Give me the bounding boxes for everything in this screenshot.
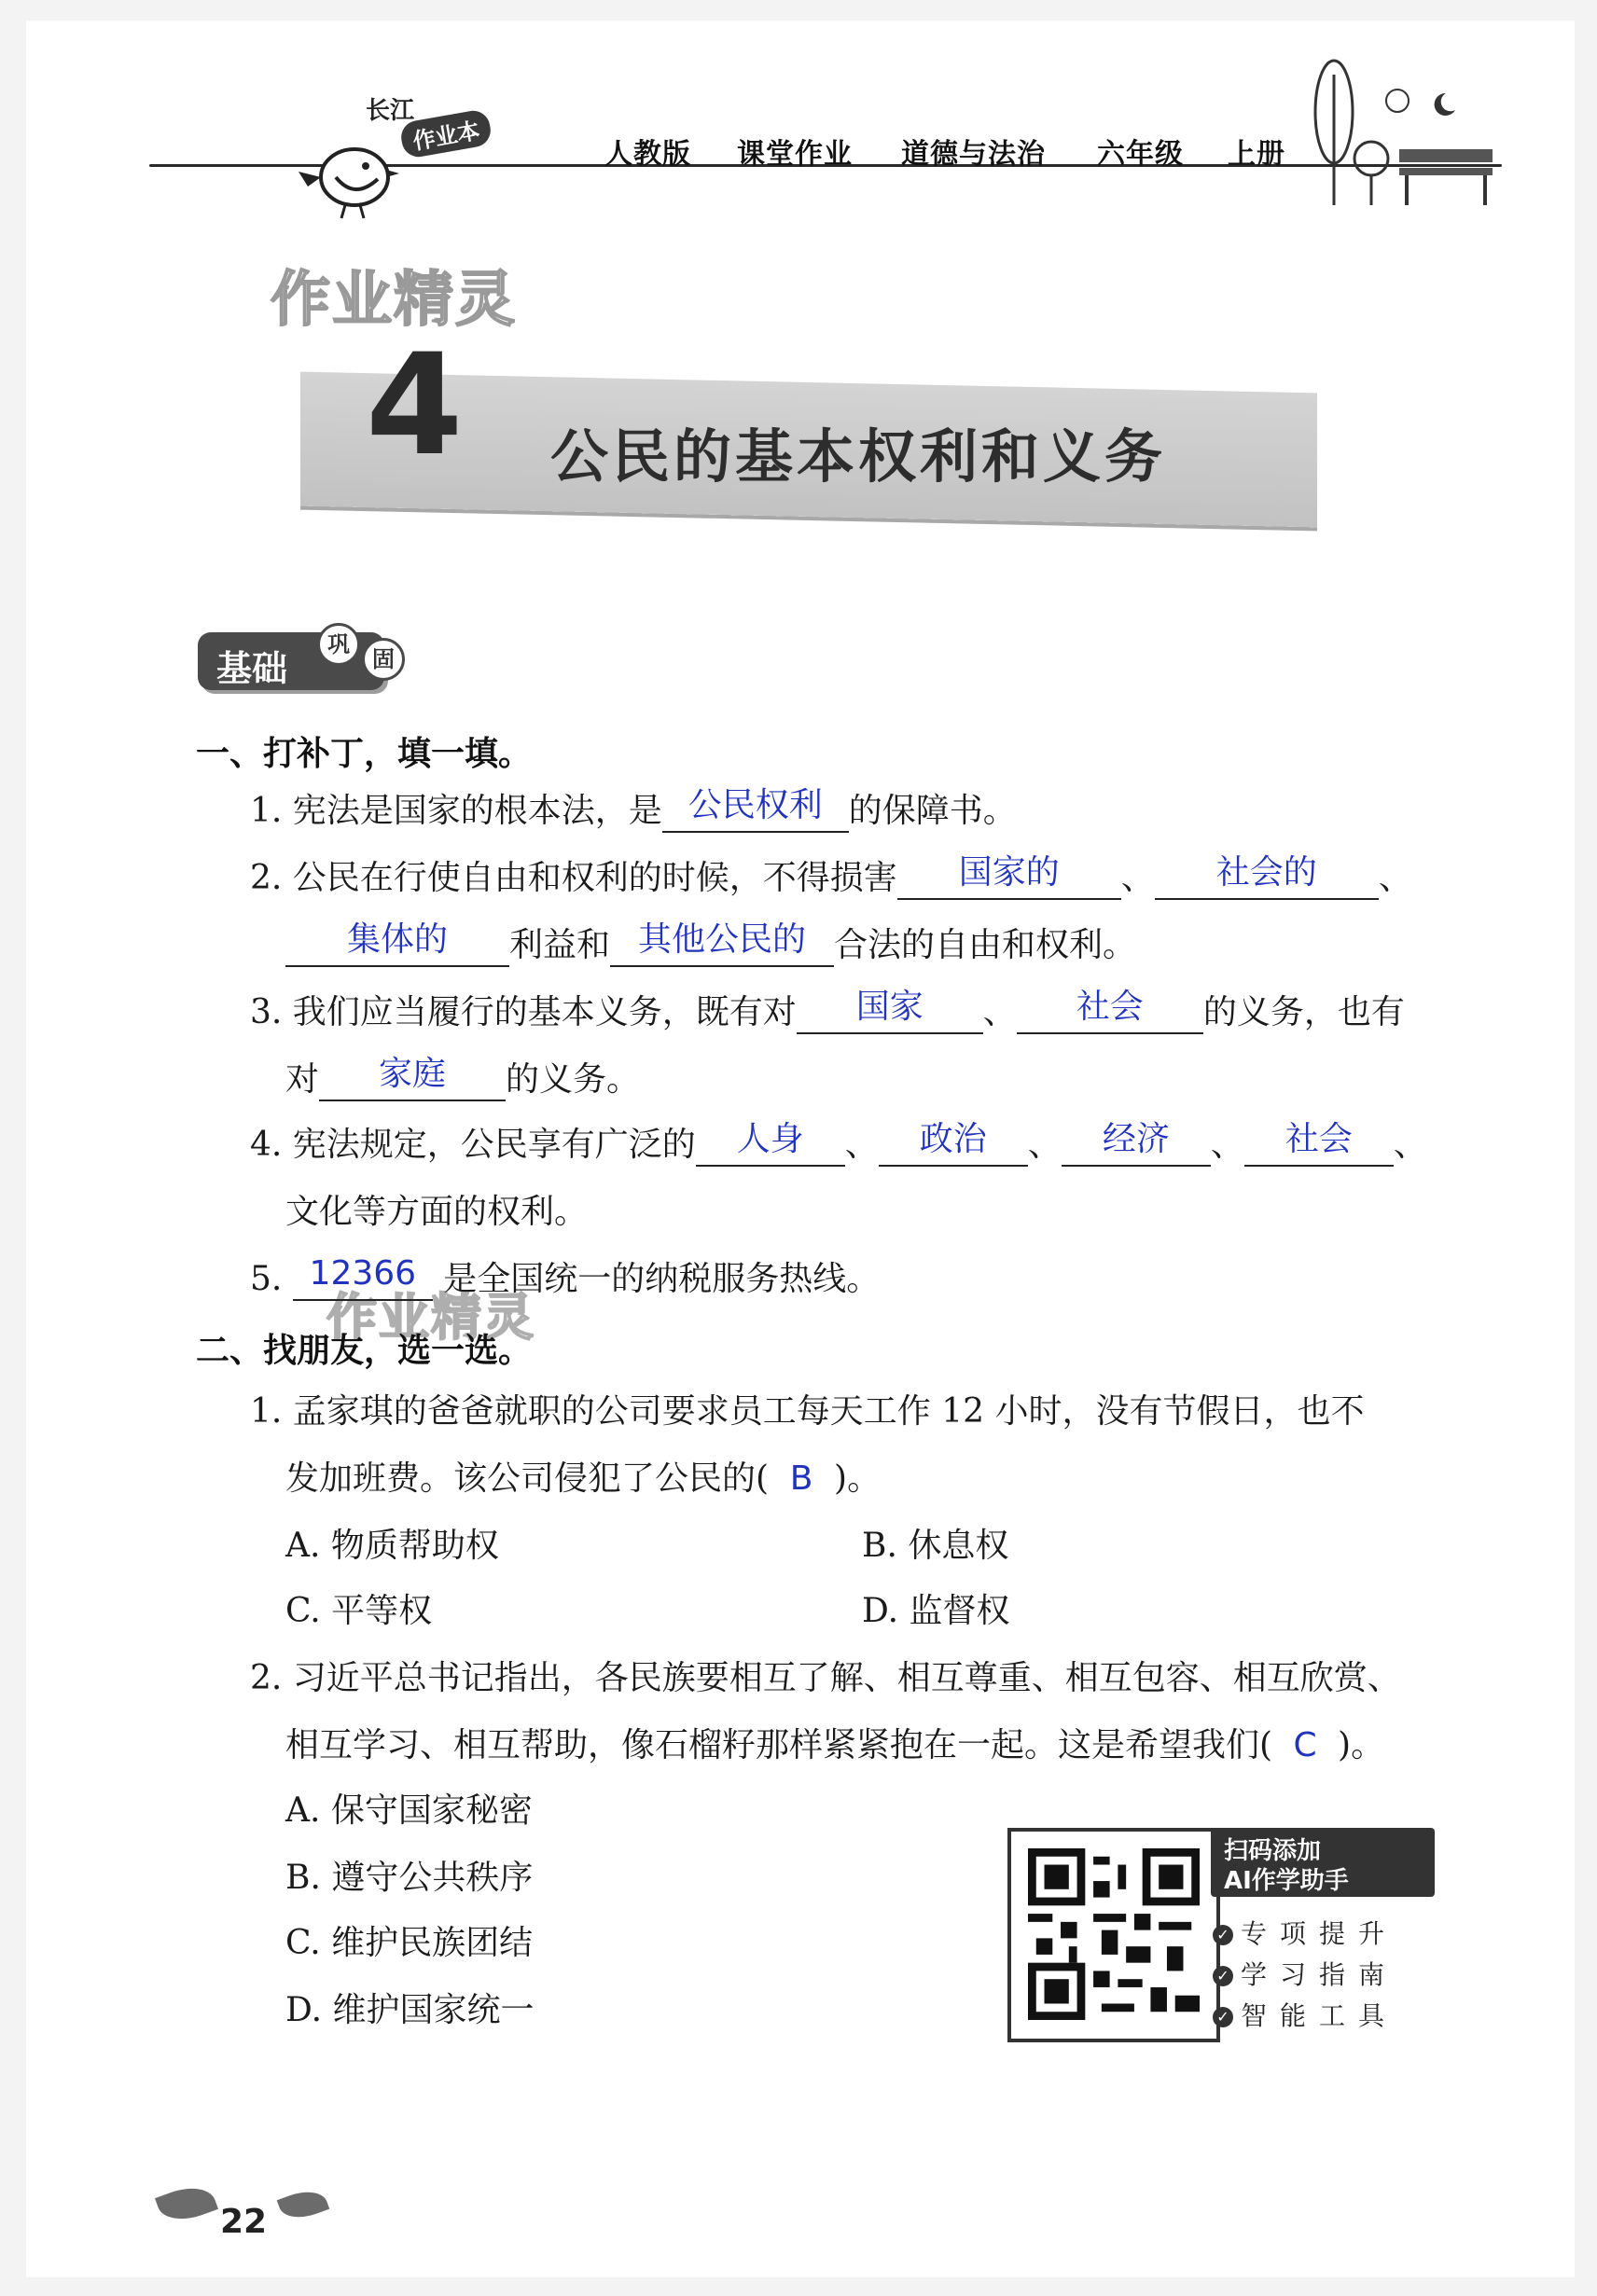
p1-q3-line2: 对 家庭 的义务。 bbox=[285, 1059, 640, 1101]
answer-q4-a2: 政治 bbox=[919, 1120, 987, 1158]
page-number: 22 bbox=[220, 2203, 268, 2241]
answer-q5-a1: 12366 bbox=[309, 1254, 417, 1293]
blank-q4-a1 bbox=[696, 1120, 845, 1167]
answer-q3-a2: 社会 bbox=[1076, 988, 1144, 1026]
check-icon: ✓ bbox=[1213, 1966, 1233, 1986]
p2-q2-option-d: D. 维护国家统一 bbox=[285, 1991, 535, 2029]
p2-q1-line2: 发加班费。该公司侵犯了公民的( B )。 bbox=[285, 1459, 882, 1498]
blank-q4-a4 bbox=[1244, 1120, 1394, 1167]
blank-q2-a1 bbox=[897, 853, 1121, 900]
p1-q2-line2: 集体的 利益和 其他公民的 合法的自由和权利。 bbox=[285, 925, 1136, 967]
check-icon: ✓ bbox=[1213, 2007, 1233, 2027]
watermark-top: 作业精灵 bbox=[271, 266, 517, 335]
part2-heading: 二、找朋友，选一选。 bbox=[196, 1332, 533, 1370]
blank-q3-a1 bbox=[797, 988, 983, 1034]
p2-q2-option-b: B. 遵守公共秩序 bbox=[285, 1859, 534, 1897]
qr-title-2: AI作学助手 bbox=[1224, 1867, 1349, 1895]
answer-q2-a2: 社会的 bbox=[1215, 853, 1317, 892]
answer-q2-a3: 集体的 bbox=[346, 920, 448, 959]
p1-q5: 5. 12366 是全国统一的纳税服务热线。 bbox=[250, 1259, 880, 1301]
answer-q4-a3: 经济 bbox=[1102, 1120, 1170, 1158]
answer-q2-a4: 其他公民的 bbox=[638, 920, 807, 959]
blank-q2-a3 bbox=[285, 920, 509, 967]
answer-q3-a1: 国家 bbox=[855, 988, 923, 1026]
p1-q4-line2: 文化等方面的权利。 bbox=[285, 1193, 589, 1231]
p2-q2-line2: 相互学习、相互帮助，像石榴籽那样紧紧抱在一起。这是希望我们( C )。 bbox=[285, 1726, 1385, 1764]
chapter-number: 4 bbox=[366, 325, 464, 487]
section-badge bbox=[198, 623, 412, 694]
qr-title-1: 扫码添加 bbox=[1224, 1837, 1322, 1865]
check-icon: ✓ bbox=[1213, 1925, 1233, 1945]
brand-top-text: 长江 bbox=[366, 97, 415, 125]
park-scene-icon bbox=[1297, 56, 1511, 214]
qr-feature-2: ✓ 学习指南 bbox=[1213, 1955, 1397, 1992]
qr-feature-3: ✓ 智能工具 bbox=[1213, 1996, 1397, 2033]
badge-char-1: 巩 bbox=[317, 623, 360, 666]
qr-title-box bbox=[1211, 1828, 1435, 1897]
p1-q3-line1: 3. 我们应当履行的基本义务，既有对 国家 、 社会 的义务，也有 bbox=[250, 992, 1405, 1034]
blank-q2-a4 bbox=[610, 920, 834, 967]
p1-q4-line1: 4. 宪法规定，公民享有广泛的 人身 、 政治 、 经济 、 社会 、 bbox=[250, 1125, 1427, 1167]
p2-q1-option-a: A. 物质帮助权 bbox=[285, 1527, 499, 1565]
blank-q1-a1 bbox=[662, 786, 849, 833]
blank-q4-a2 bbox=[879, 1120, 1028, 1167]
brand-badge: 作业本 bbox=[398, 108, 493, 159]
answer-q4-a1: 人身 bbox=[736, 1120, 804, 1158]
header-edition: 人教版 bbox=[604, 138, 691, 171]
p2-q1-option-d: D. 监督权 bbox=[862, 1592, 1010, 1630]
part1-heading: 一、打补丁，填一填。 bbox=[196, 735, 533, 773]
blank-q2-a2 bbox=[1155, 853, 1379, 900]
p2-q2-option-c: C. 维护民族团结 bbox=[285, 1924, 534, 1962]
blank-q4-a3 bbox=[1062, 1120, 1211, 1167]
qr-code-icon bbox=[1028, 1848, 1200, 2020]
p2-q2-option-a: A. 保守国家秘密 bbox=[285, 1791, 533, 1830]
header-volume: 上册 bbox=[1228, 138, 1285, 171]
header-subject: 道德与法治 bbox=[901, 138, 1046, 171]
answer-p2-q1: B bbox=[789, 1459, 813, 1498]
answer-q1-a1: 公民权利 bbox=[687, 786, 823, 824]
qr-code[interactable] bbox=[1007, 1828, 1220, 2042]
answer-q4-a4: 社会 bbox=[1285, 1120, 1353, 1158]
answer-q2-a1: 国家的 bbox=[958, 853, 1060, 892]
answer-p2-q2: C bbox=[1293, 1726, 1317, 1764]
watermark-middle: 作业精灵 bbox=[326, 1288, 535, 1347]
header-type: 课堂作业 bbox=[737, 138, 853, 171]
chapter-title: 公民的基本权利和义务 bbox=[550, 422, 1167, 491]
blank-q5-a1 bbox=[293, 1254, 433, 1301]
p1-q1: 1. 宪法是国家的根本法，是 公民权利 的保障书。 bbox=[250, 791, 1017, 833]
badge-char-2: 固 bbox=[362, 638, 405, 681]
p2-q1-option-c: C. 平等权 bbox=[285, 1592, 433, 1630]
badge-main-text: 基础 bbox=[216, 648, 288, 689]
header-grade: 六年级 bbox=[1097, 138, 1184, 171]
p1-q2-line1: 2. 公民在行使自由和权利的时候，不得损害 国家的 、 社会的 、 bbox=[250, 858, 1412, 900]
p2-q1-option-b: B. 休息权 bbox=[862, 1527, 1009, 1565]
p2-q2-line1: 2. 习近平总书记指出，各民族要相互了解、相互尊重、相互包容、相互欣赏、 bbox=[250, 1659, 1401, 1697]
blank-q3-a2 bbox=[1017, 988, 1203, 1034]
qr-feature-1: ✓ 专项提升 bbox=[1213, 1914, 1397, 1951]
answer-q3-a3: 家庭 bbox=[379, 1055, 447, 1093]
p2-q1-line1: 1. 孟家琪的爸爸就职的公司要求员工每天工作 12 小时，没有节假日，也不 bbox=[250, 1392, 1365, 1431]
